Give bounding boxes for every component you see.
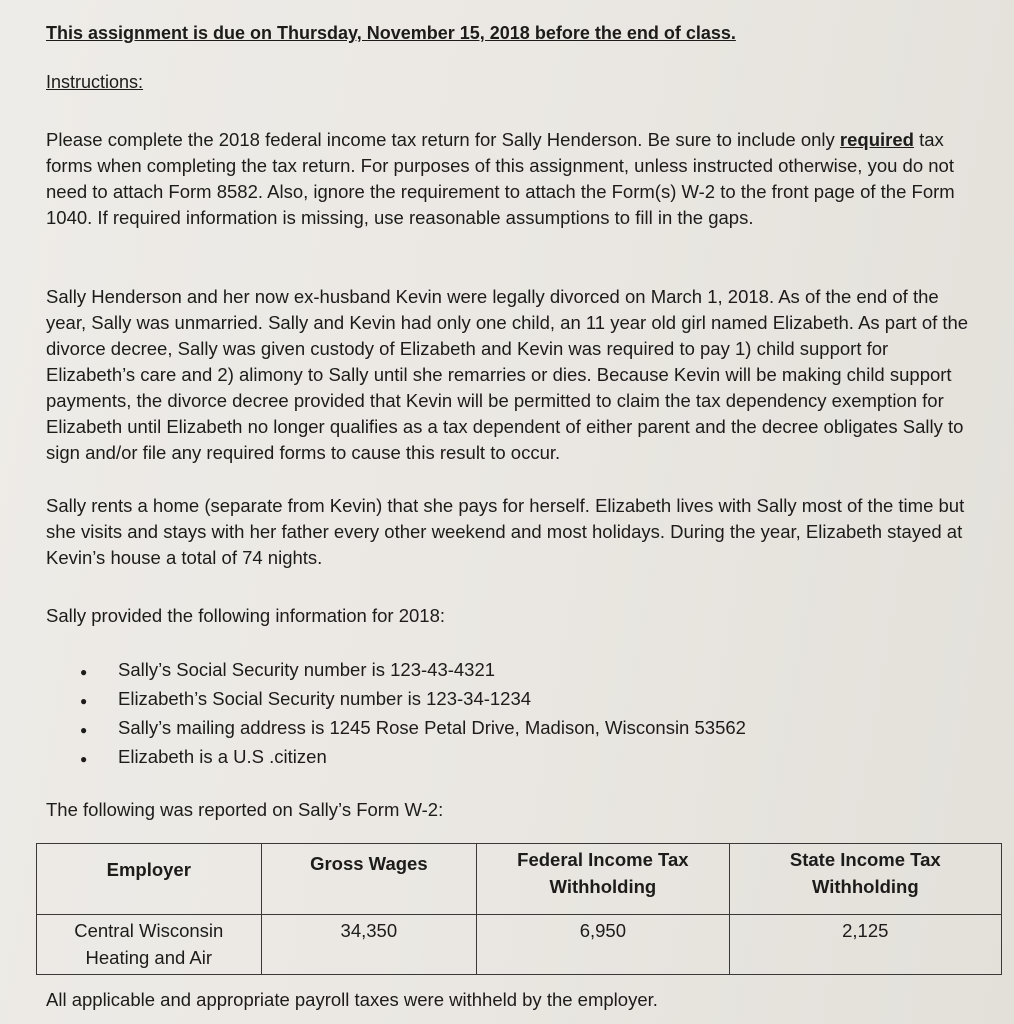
list-item: ● Sally’s Social Security number is 123-43-4321 [80,657,746,686]
cell-state-withholding: 2,125 [729,915,1001,975]
w2-table [36,843,1002,975]
list-item: ● Sally’s mailing address is 1245 Rose Petal Drive, Madison, Wisconsin 53562 [80,715,746,744]
header-state-withholding: State Income Tax Withholding [729,844,1001,915]
table-row [37,915,1002,975]
table-header-row [37,844,1002,915]
instructions-paragraph [46,127,981,231]
paragraph-text: tax forms when completing the tax return. For purposes of this assignment, unless instructed otherwise, you do not need to attach Form 8582. Also, ignore the requirement to attach the Form(s) W-2 to the front page of the Form 1040. If required information is missing, use reasonable assumptions to fill in the gaps. [46,129,955,228]
info-list [80,657,746,773]
list-item: ● Elizabeth is a U.S .citizen [80,744,746,773]
required-emphasis: required [839,129,914,150]
cell-employer: Central Wisconsin Heating and Air [37,915,262,975]
header-employer: Employer [37,844,262,915]
w2-intro: The following was reported on Sally’s Form W-2: [46,799,444,820]
cell-gross-wages: 34,350 [261,915,477,975]
instructions-heading: Instructions: [46,72,144,92]
header-gross-wages: Gross Wages [261,844,477,915]
residence-paragraph: Sally rents a home (separate from Kevin) that she pays for herself. Elizabeth lives with Sally most of the time but she visits and stays with her father every other weekend and most holidays. During the year, Elizabeth stayed at Kevin’s house a total of 74 nights. [46,495,965,568]
header-federal-withholding: Federal Income Tax Withholding [477,844,729,915]
cell-federal-withholding: 6,950 [477,915,729,975]
footer-note: All applicable and appropriate payroll taxes were withheld by the employer. [46,989,658,1010]
paragraph-text: Please complete the 2018 federal income tax return for Sally Henderson. Be sure to include only [46,129,840,150]
divorce-paragraph: Sally Henderson and her now ex-husband Kevin were legally divorced on March 1, 2018. As of the end of the year, Sally was unmarried. Sally and Kevin had only one child, an 11 year old girl named Elizabeth. As part of the divorce decree, Sally was given custody of Elizabeth and Kevin was required to pay 1) child support for Elizabeth’s care and 2) alimony to Sally until she remarries or dies. Because Kevin will be making child support payments, the divorce decree provided that Kevin will be permitted to claim the tax dependency exemption for Elizabeth until Elizabeth no longer qualifies as a tax dependent of either parent and the decree obligates Sally to sign and/or file any required forms to cause this result to occur. [46,286,969,463]
due-date-notice: This assignment is due on Thursday, November 15, 2018 before the end of class. [46,23,736,43]
list-item: ● Elizabeth’s Social Security number is 123-34-1234 [80,686,746,715]
info-intro: Sally provided the following information for 2018: [46,605,446,626]
